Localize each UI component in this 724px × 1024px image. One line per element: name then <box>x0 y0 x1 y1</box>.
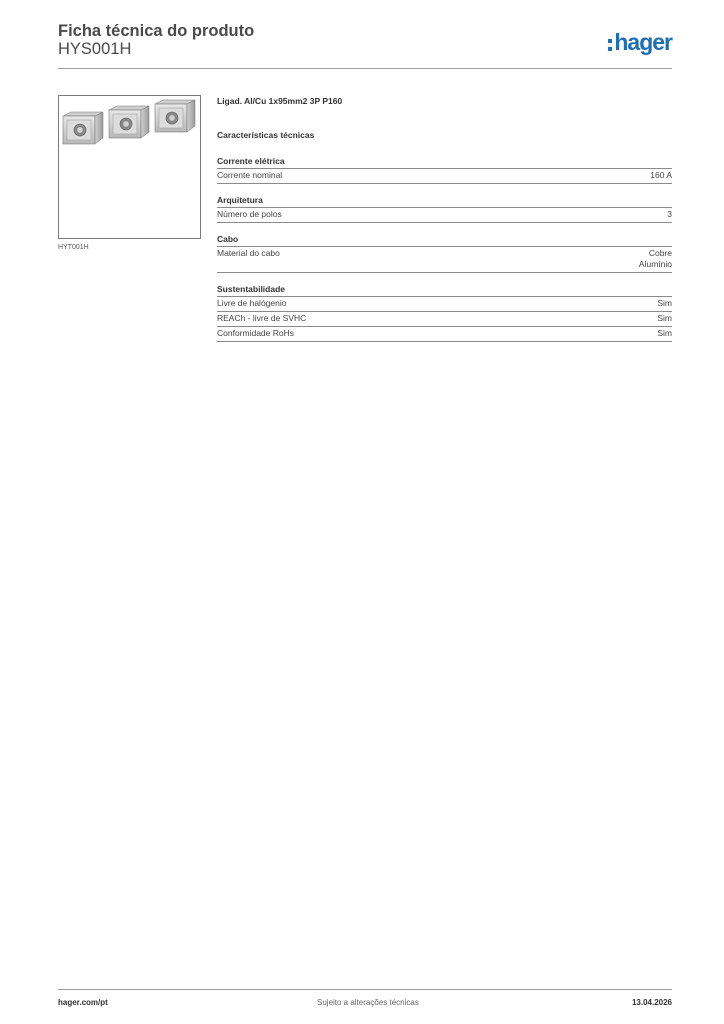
spec-row <box>217 297 672 312</box>
product-name: Ligad. Al/Cu 1x95mm2 3P P160 <box>217 96 343 106</box>
spec-value: 3 <box>667 209 672 219</box>
spec-label: REACh - livre de SVHC <box>217 313 307 323</box>
logo-text: hager <box>614 29 672 55</box>
footer-notice: Sujeito a alterações técnicas <box>317 998 419 1007</box>
spec-value: Sim <box>657 328 672 338</box>
group-title: Sustentabilidade <box>217 283 672 297</box>
group-title: Arquitetura <box>217 194 672 208</box>
spec-label: Corrente nominal <box>217 170 283 180</box>
product-reference: HYS001H <box>58 40 132 58</box>
logo-dots-icon <box>608 39 612 51</box>
spec-group-arquitetura <box>217 194 672 223</box>
product-image <box>58 95 201 239</box>
terminal-connectors-illustration <box>59 96 200 238</box>
spec-label: Livre de halógenio <box>217 298 287 308</box>
spec-row <box>217 169 672 184</box>
spec-group-sustentabilidade <box>217 283 672 342</box>
header-divider <box>58 68 672 69</box>
connector-1 <box>63 112 103 144</box>
spec-row <box>217 327 672 342</box>
image-caption: HYT001H <box>58 244 89 251</box>
spec-group-corrente <box>217 155 672 184</box>
spec-group-cabo <box>217 233 672 273</box>
footer-divider <box>58 989 672 990</box>
group-title: Cabo <box>217 233 672 247</box>
connector-2 <box>109 106 149 138</box>
footer-website-link[interactable]: hager.com/pt <box>58 998 108 1007</box>
spec-value: Sim <box>657 298 672 308</box>
footer-date: 13.04.2026 <box>631 998 672 1007</box>
spec-row <box>217 312 672 327</box>
technical-specs <box>217 96 672 342</box>
spec-label: Conformidade RoHs <box>217 328 295 338</box>
section-title: Características técnicas <box>217 130 315 140</box>
spec-label: Material do cabo <box>217 248 280 258</box>
spec-value: Cobre <box>648 248 672 258</box>
document-title: Ficha técnica do produto <box>58 22 255 40</box>
hager-logo <box>608 29 672 56</box>
spec-value: Sim <box>657 313 672 323</box>
spec-value: 160 A <box>650 170 672 180</box>
spec-label: Número de polos <box>217 209 282 219</box>
spec-value-2: Alumínio <box>638 259 672 269</box>
spec-row <box>217 208 672 223</box>
page-header <box>58 20 672 69</box>
group-title: Corrente elétrica <box>217 155 672 169</box>
spec-value-multi <box>639 248 672 270</box>
spec-row <box>217 247 672 273</box>
connector-3 <box>155 100 195 132</box>
